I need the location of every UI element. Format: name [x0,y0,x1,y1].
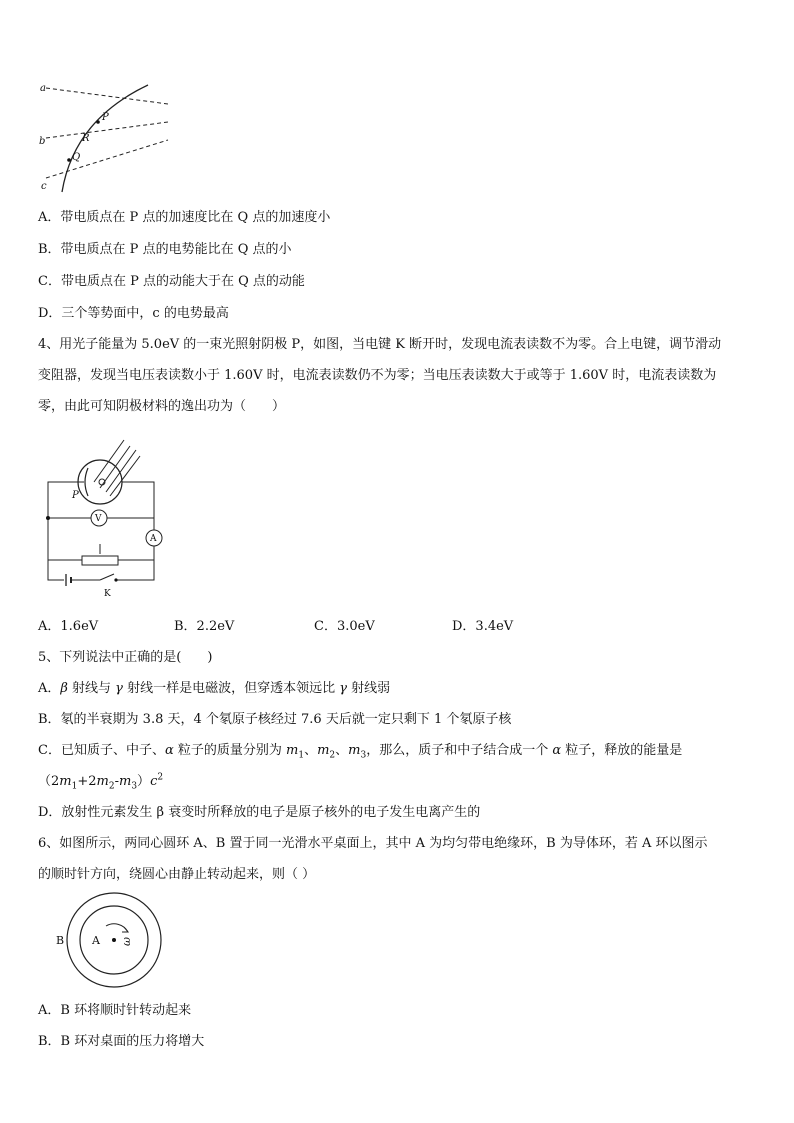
rotation-arrow-head [122,927,128,932]
q5-stem: 5、下列说法中正确的是( ) [38,650,213,665]
ring-a-label: A [92,934,100,947]
q6-option-a: A．B 环将顺时针转动起来 [38,1003,192,1018]
q5-option-c: C．已知质子、中子、α 粒子的质量分别为 $m_1$、$m_2$、$m_3$，那么，质子和中子结合成一个 α 粒子，释放的能量是 [38,743,683,761]
q3-option-c: C．带电质点在 P 点的动能大于在 Q 点的动能 [38,274,305,289]
trajectory-curve [62,85,148,192]
equipotential-line-a [46,88,168,104]
q4-option-a: A．1.6eV [38,619,99,634]
q6-stem-line-1: 6、如图所示，两同心圆环 A、B 置于同一光滑水平桌面上，其中 A 为均匀带电绝缘环，B 为导体环，若 A 环以图示 [38,836,708,851]
wire-right-down [116,546,154,580]
q6-stem-line-2: 的顺时针方向，绕圆心由静止转动起来，则（ ） [38,867,316,882]
wire-top-right [122,482,154,530]
concentric-rings-figure [50,890,170,990]
q5-option-b: B．氡的半衰期为 3.8 天，4 个氡原子核经过 7.6 天后就一定只剩下 1 个氡原子核 [38,712,512,727]
q4-stem-line-1: 4、用光子能量为 5.0eV 的一束光照射阴极 P，如图，当电键 K 断开时，发现电流表读数不为零。合上电键，调节滑动 [38,337,722,352]
label-a: a [40,83,46,94]
equipotential-figure [36,80,176,195]
q5-option-a: A．β 射线与 γ 射线一样是电磁波，但穿透本领远比 γ 射线弱 [38,681,391,696]
ammeter-label: A [150,534,157,544]
q4-option-c: C．3.0eV [314,619,375,634]
rheostat [82,556,118,565]
equipotential-line-b [46,122,168,138]
q4-stem-line-3: 零，由此可知阴极材料的逸出功为（ ） [38,399,286,414]
light-ray [106,450,136,492]
label-q: Q [72,152,81,163]
q6-option-b: B．B 环对桌面的压力将增大 [38,1034,205,1049]
equipotential-line-c [46,140,168,178]
switch-k [100,574,114,580]
q4-options [38,615,598,634]
label-p: P [102,112,109,123]
ring-b-label: B [56,934,65,947]
q5-option-d: D．放射性元素发生 β 衰变时所释放的电子是原子核外的电子发生电离产生的 [38,805,481,820]
junction-dot [46,516,50,520]
q3-option-b: B．带电质点在 P 点的电势能比在 Q 点的小 [38,242,292,257]
switch-contact [114,578,117,581]
label-c: c [41,181,47,192]
q3-option-d: D．三个等势面中，c 的电势最高 [38,306,229,321]
q4-option-b: B．2.2eV [174,619,235,634]
omega-label: ω [120,937,133,946]
ring-center-dot [112,938,116,942]
q4-stem-line-2: 变阻器，发现当电压表读数小于 1.60V 时，电流表读数仍不为零；当电压表读数大于或等于 1.60V 时，电流表读数为 [38,368,717,383]
q4-option-d: D．3.4eV [452,619,514,634]
voltmeter-label: V [95,514,102,524]
label-r: R [82,133,90,144]
point-p-dot [96,120,100,124]
label-cathode-p: P [72,490,79,501]
q5-option-c-formula: $(2m_1+2m_2-m_3)c^2$ [38,772,164,792]
light-ray [110,456,140,496]
cathode-p [85,468,88,496]
q3-option-a: A．带电质点在 P 点的加速度比在 Q 点的加速度小 [38,210,331,225]
point-q-dot [67,158,71,162]
label-b: b [39,136,46,147]
photoelectric-circuit-figure [36,432,166,602]
switch-label: K [104,589,111,599]
